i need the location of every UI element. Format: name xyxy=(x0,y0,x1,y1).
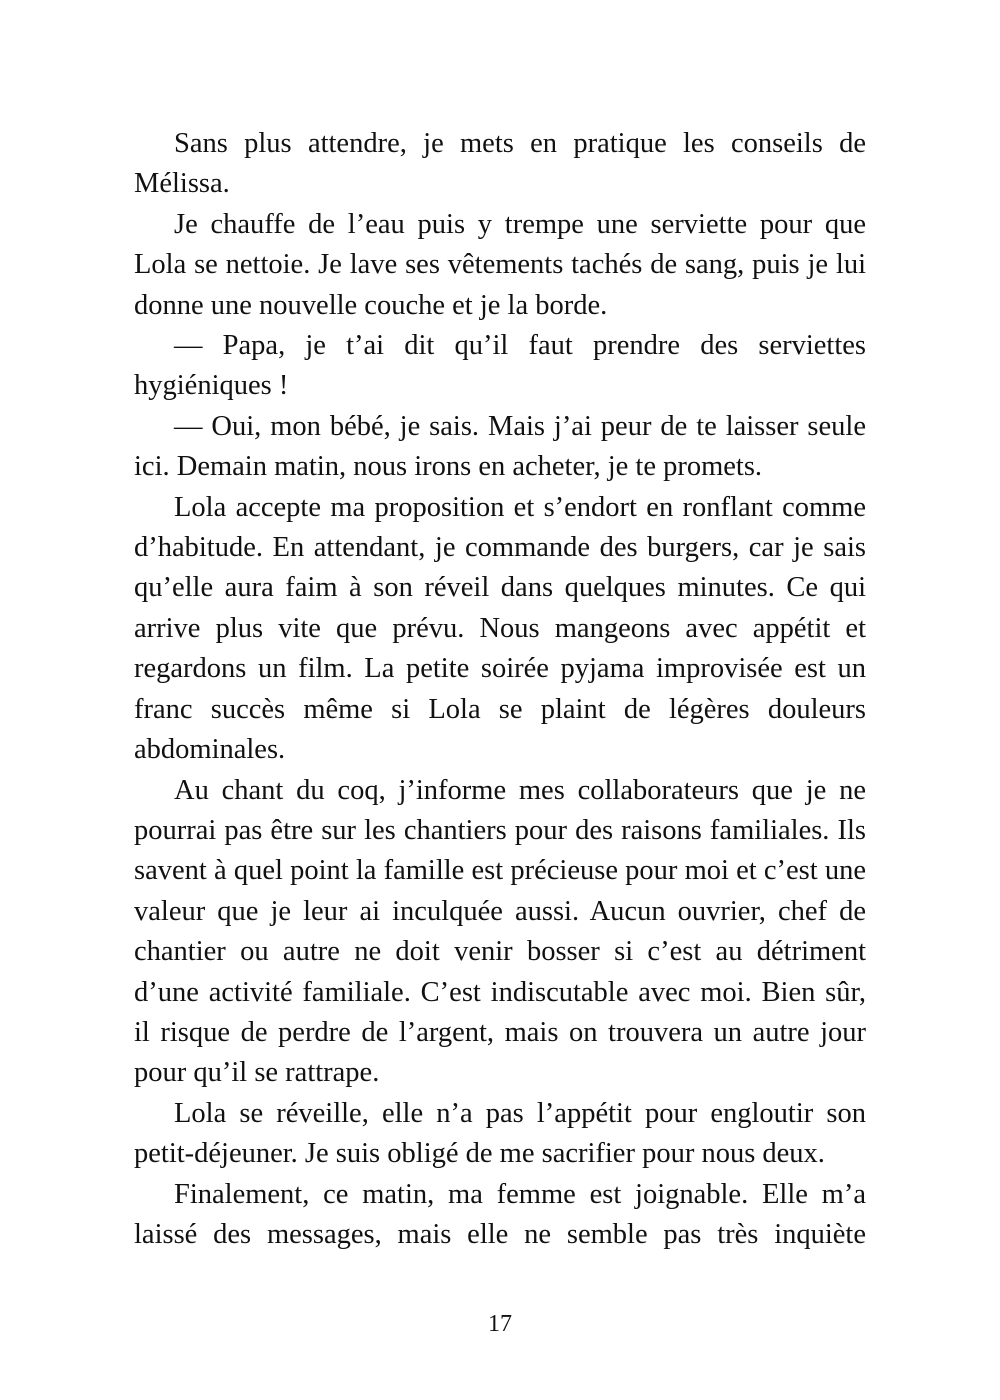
page-number: 17 xyxy=(488,1311,512,1337)
dialogue-line: — Papa, je t’ai dit qu’il faut prendre des serviettes hygiéniques ! xyxy=(134,330,866,402)
page-body xyxy=(134,124,866,1255)
paragraph: Lola accepte ma proposition et s’endort en ronflant comme d’habitude. En attendant, je commande des burgers, car je sais qu’elle aura faim à son réveil dans quelques minutes. Ce qui arrive plus vite que prévu. Nous mangeons avec appétit et regardons un film. La petite soirée pyjama improvisée est un franc succès même si Lola se plaint de légères douleurs abdominales. xyxy=(134,491,866,766)
dialogue-line: — Oui, mon bébé, je sais. Mais j’ai peur de te laisser seule ici. Demain matin, nous irons en acheter, je te promets. xyxy=(134,410,866,483)
paragraph: Sans plus attendre, je mets en pratique les conseils de Mélissa. xyxy=(134,128,866,200)
paragraph: Finalement, ce matin, ma femme est joignable. Elle m’a laissé des messages, mais elle ne semble pas très inquiète xyxy=(134,1178,866,1250)
paragraph: Au chant du coq, j’informe mes collaborateurs que je ne pourrai pas être sur les chantiers pour des raisons familiales. Ils savent à quel point la famille est précieuse pour moi et c’est une valeur que je leur ai inculquée aussi. Aucun ouvrier, chef de chantier ou autre ne doit venir bosser si c’est au détriment d’une activité familiale. C’est indiscutable avec moi. Bien sûr, il risque de perdre de l’argent, mais on trouvera un autre jour pour qu’il se rattrape. xyxy=(134,774,866,1089)
paragraph: Je chauffe de l’eau puis y trempe une serviette pour que Lola se nettoie. Je lave ses vêtements tachés de sang, puis je lui donne une nouvelle couche et je la borde. xyxy=(134,208,866,321)
paragraph: Lola se réveille, elle n’a pas l’appétit pour engloutir son petit-déjeuner. Je suis obligé de me sacrifier pour nous deux. xyxy=(134,1097,866,1170)
